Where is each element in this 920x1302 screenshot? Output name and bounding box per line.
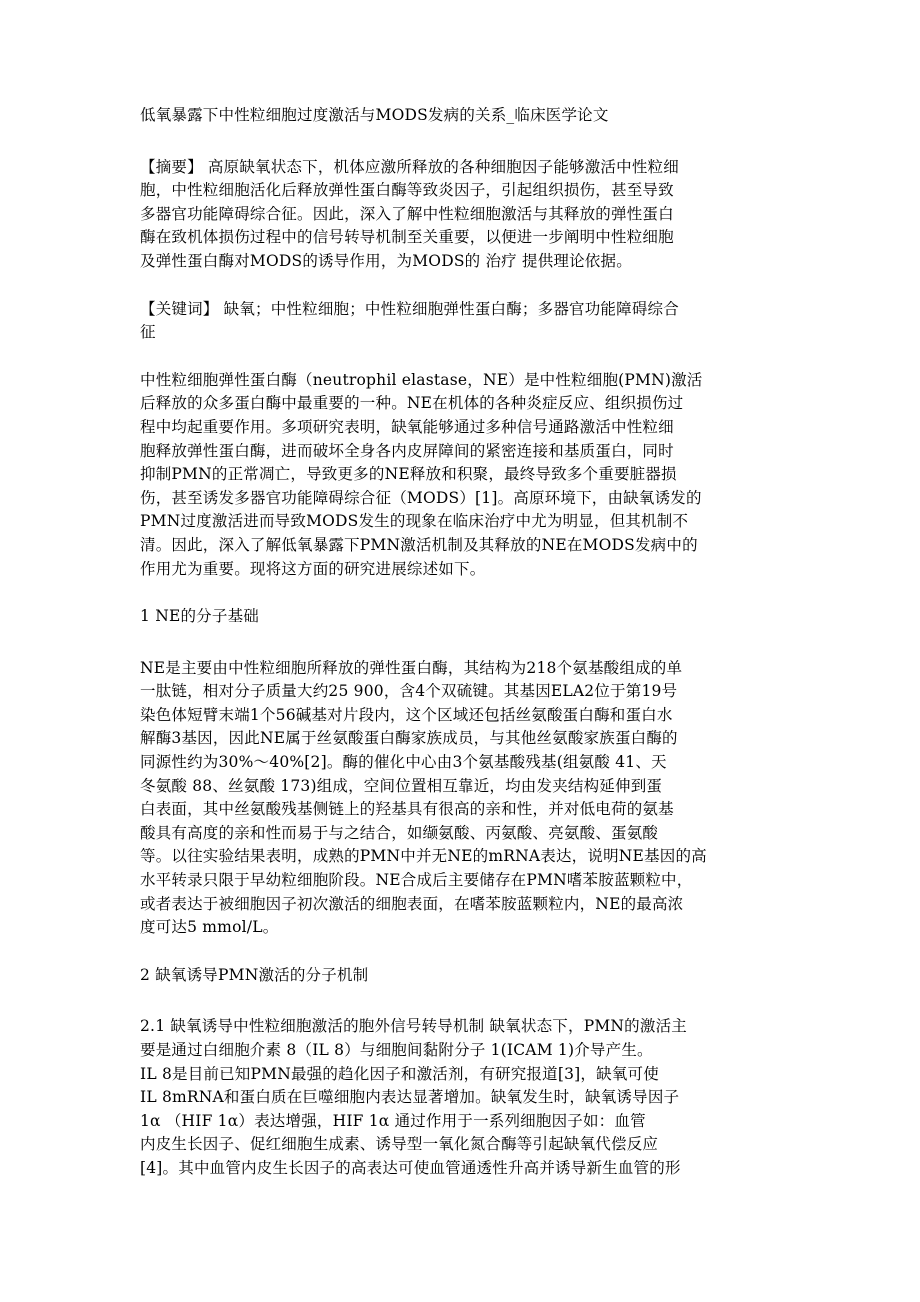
text-line: 及弹性蛋白酶对MODS的诱导作用，为MODS的 治疗 提供理论依据。 — [140, 251, 632, 270]
text-line: 胞释放弹性蛋白酶，进而破坏全身各内皮屏障间的紧密连接和基质蛋白，同时 — [140, 441, 674, 460]
heading-text: 2 缺氧诱导PMN激活的分子机制 — [140, 965, 369, 984]
document-title — [140, 104, 785, 128]
text-line: 冬氨酸 88、丝氨酸 173)组成，空间位置相互靠近，均由发夹结构延伸到蛋 — [140, 776, 663, 795]
heading-text: 1 NE的分子基础 — [140, 607, 259, 626]
text-line: 作用尤为重要。现将这方面的研究进展综述如下。 — [140, 559, 486, 578]
text-line: PMN过度激活进而导致MODS发生的现象在临床治疗中尤为明显，但其机制不 — [140, 512, 689, 531]
text-line: 白表面，其中丝氨酸残基侧链上的羟基具有很高的亲和性，并对低电荷的氨基 — [140, 800, 674, 819]
section-1-heading — [140, 605, 785, 629]
text-line: 1α （HIF 1α）表达增强，HIF 1α 通过作用于一系列细胞因子如：血管 — [140, 1111, 646, 1130]
text-line: 中性粒细胞弹性蛋白酶（neutrophil elastase，NE）是中性粒细胞(PMN)激活 — [140, 370, 703, 389]
text-line: 程中均起重要作用。多项研究表明，缺氧能够通过多种信号通路激活中性粒细 — [140, 417, 674, 436]
text-line: 水平转录只限于早幼粒细胞阶段。NE合成后主要储存在PMN嗜苯胺蓝颗粒中， — [140, 871, 693, 890]
intro-paragraph — [140, 369, 785, 581]
text-line: IL 8是目前已知PMN最强的趋化因子和激活剂，有研究报道[3]，缺氧可使 — [140, 1064, 659, 1083]
section-2-heading — [140, 964, 785, 988]
text-line: NE是主要由中性粒细胞所释放的弹性蛋白酶，其结构为218个氨基酸组成的单 — [140, 658, 683, 677]
text-line: 等。以往实验结果表明，成熟的PMN中并无NE的mRNA表达，说明NE基因的高 — [140, 847, 707, 866]
text-line: 伤，甚至诱发多器官功能障碍综合征（MODS）[1]。高原环境下，由缺氧诱发的 — [140, 488, 702, 507]
text-line: 一肽链，相对分子质量大约25 900，含4个双硫键。其基因ELA2位于第19号 — [140, 682, 678, 701]
text-line: 度可达5 mmol/L。 — [140, 918, 279, 937]
section-2-1-paragraph — [140, 1015, 785, 1180]
text-line: 胞，中性粒细胞活化后释放弹性蛋白酶等致炎因子，引起组织损伤，甚至导致 — [140, 181, 674, 200]
text-line: IL 8mRNA和蛋白质在巨噬细胞内表达显著增加。缺氧发生时，缺氧诱导因子 — [140, 1088, 680, 1107]
text-line: 酸具有高度的亲和性而易于与之结合，如缬氨酸、丙氨酸、亮氨酸、蛋氨酸 — [140, 823, 659, 842]
text-line: 抑制PMN的正常凋亡，导致更多的NE释放和积聚，最终导致多个重要脏器损 — [140, 465, 677, 484]
document-page — [140, 104, 785, 1205]
text-line: 酶在致机体损伤过程中的信号转导机制至关重要，以便进一步阐明中性粒细胞 — [140, 228, 674, 247]
text-line: 内皮生长因子、促红细胞生成素、诱导型一氧化氮合酶等引起缺氧代偿反应 — [140, 1135, 659, 1154]
text-line: 2.1 缺氧诱导中性粒细胞激活的胞外信号转导机制 缺氧状态下，PMN的激活主 — [140, 1017, 687, 1036]
text-line: 要是通过白细胞介素 8（IL 8）与细胞间黏附分子 1(ICAM 1)介导产生。 — [140, 1041, 653, 1059]
text-line: 多器官功能障碍综合征。因此，深入了解中性粒细胞激活与其释放的弹性蛋白 — [140, 204, 674, 223]
text-line: 染色体短臂末端1个56碱基对片段内，这个区域还包括丝氨酸蛋白酶和蛋白水 — [140, 705, 673, 724]
text-line: 清。因此，深入了解低氧暴露下PMN激活机制及其释放的NE在MODS发病中的 — [140, 535, 698, 554]
text-line: 解酶3基因，因此NE属于丝氨酸蛋白酶家族成员，与其他丝氨酸家族蛋白酶的 — [140, 729, 678, 748]
text-line: [4]。其中血管内皮生长因子的高表达可使血管通透性升高并诱导新生血管的形 — [140, 1158, 681, 1177]
text-line: 【关键词】 缺氧；中性粒细胞；中性粒细胞弹性蛋白酶；多器官功能障碍综合 — [140, 299, 679, 318]
text-line: 后释放的众多蛋白酶中最重要的一种。NE在机体的各种炎症反应、组织损伤过 — [140, 394, 684, 413]
keywords-paragraph — [140, 298, 785, 345]
text-line: 征 — [140, 323, 156, 342]
text-line: 同源性约为30%～40%[2]。酶的催化中心由3个氨基酸残基(组氨酸 41、天 — [140, 753, 667, 772]
title-text: 低氧暴露下中性粒细胞过度激活与MODS发病的关系_临床医学论文 — [140, 106, 609, 124]
section-1-paragraph — [140, 657, 785, 940]
text-line: 或者表达于被细胞因子初次激活的细胞表面，在嗜苯胺蓝颗粒内，NE的最高浓 — [140, 894, 684, 913]
text-line: 【摘要】 高原缺氧状态下，机体应激所释放的各种细胞因子能够激活中性粒细 — [140, 157, 679, 176]
abstract-paragraph — [140, 156, 785, 274]
